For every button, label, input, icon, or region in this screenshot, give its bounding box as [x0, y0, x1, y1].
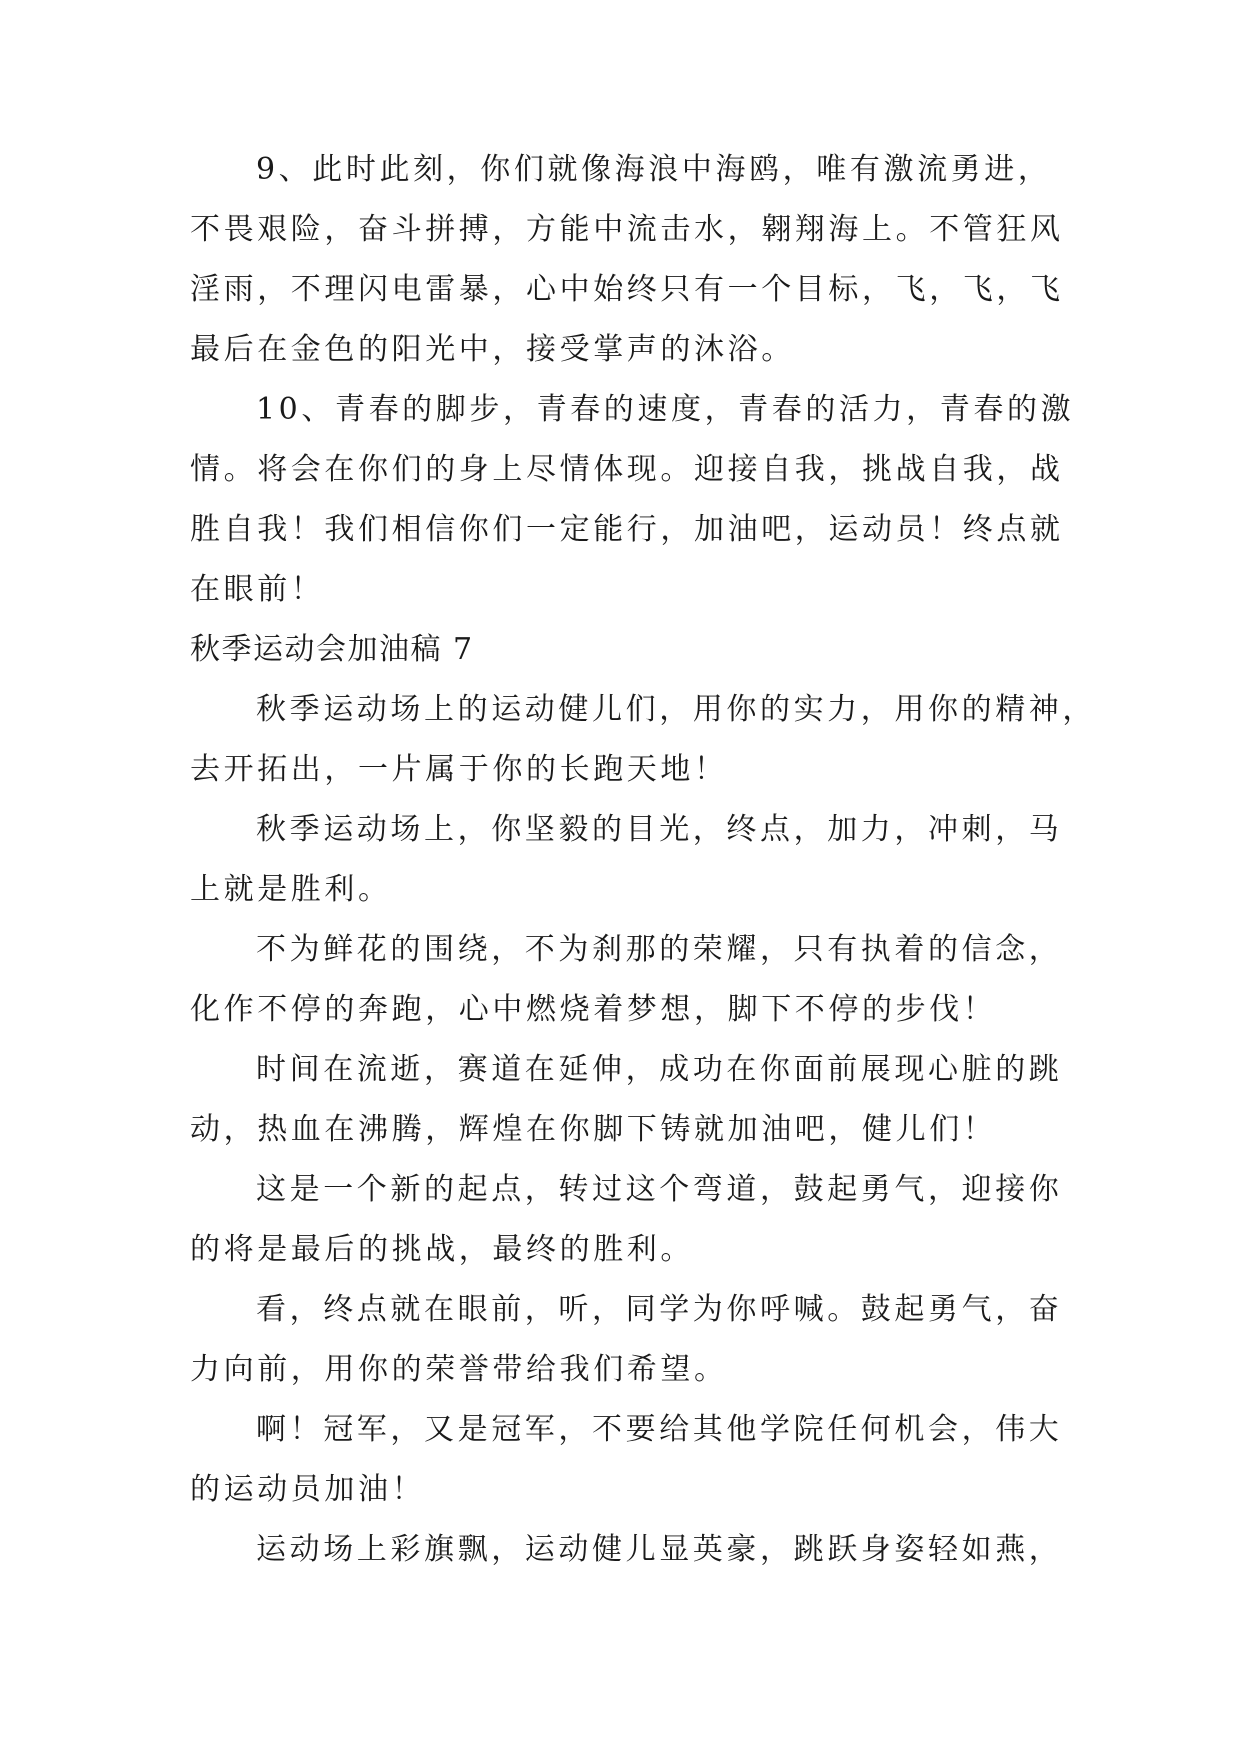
paragraph-10-line-4: 在眼前！ — [190, 572, 325, 607]
paragraph-d-line-2: 动，热血在沸腾，辉煌在你脚下铸就加油吧，健儿们！ — [190, 1112, 997, 1147]
paragraph-a-line-2: 去开拓出，一片属于你的长跑天地！ — [190, 752, 728, 787]
paragraph-e-line-2: 的将是最后的挑战，最终的胜利。 — [190, 1232, 694, 1267]
paragraph-h-line-1: 运动场上彩旗飘，运动健儿显英豪，跳跃身姿轻如燕， — [256, 1532, 1063, 1567]
section-heading: 秋季运动会加油稿 7 — [190, 632, 474, 667]
paragraph-9-line-1: 9、此时此刻，你们就像海浪中海鸥，唯有激流勇进， — [256, 152, 1052, 187]
paragraph-f-line-2: 力向前，用你的荣誉带给我们希望。 — [190, 1352, 728, 1387]
paragraph-f-line-1: 看，终点就在眼前，听，同学为你呼喊。鼓起勇气，奋 — [256, 1292, 1063, 1327]
paragraph-g-line-1: 啊！冠军，又是冠军，不要给其他学院任何机会，伟大 — [256, 1412, 1063, 1447]
paragraph-c-line-1: 不为鲜花的围绕，不为刹那的荣耀，只有执着的信念， — [256, 932, 1063, 967]
paragraph-d-line-1: 时间在流逝，赛道在延伸，成功在你面前展现心脏的跳 — [256, 1052, 1063, 1087]
paragraph-10-line-1: 10、青春的脚步，青春的速度，青春的活力，青春的激 — [256, 392, 1075, 427]
paragraph-10-line-3: 胜自我！我们相信你们一定能行，加油吧，运动员！终点就 — [190, 512, 1064, 547]
paragraph-9-line-4: 最后在金色的阳光中，接受掌声的沐浴。 — [190, 332, 795, 367]
paragraph-g-line-2: 的运动员加油！ — [190, 1472, 426, 1507]
paragraph-e-line-1: 这是一个新的起点，转过这个弯道，鼓起勇气，迎接你 — [256, 1172, 1063, 1207]
paragraph-9-line-2: 不畏艰险，奋斗拼搏，方能中流击水，翱翔海上。不管狂风 — [190, 212, 1064, 247]
paragraph-c-line-2: 化作不停的奔跑，心中燃烧着梦想，脚下不停的步伐！ — [190, 992, 997, 1027]
paragraph-9-line-3: 淫雨，不理闪电雷暴，心中始终只有一个目标，飞，飞，飞 — [190, 272, 1064, 307]
paragraph-a-line-1: 秋季运动场上的运动健儿们，用你的实力，用你的精神， — [256, 692, 1096, 727]
paragraph-10-line-2: 情。将会在你们的身上尽情体现。迎接自我，挑战自我，战 — [190, 452, 1064, 487]
paragraph-b-line-2: 上就是胜利。 — [190, 872, 392, 907]
paragraph-b-line-1: 秋季运动场上，你坚毅的目光，终点，加力，冲刺，马 — [256, 812, 1063, 847]
